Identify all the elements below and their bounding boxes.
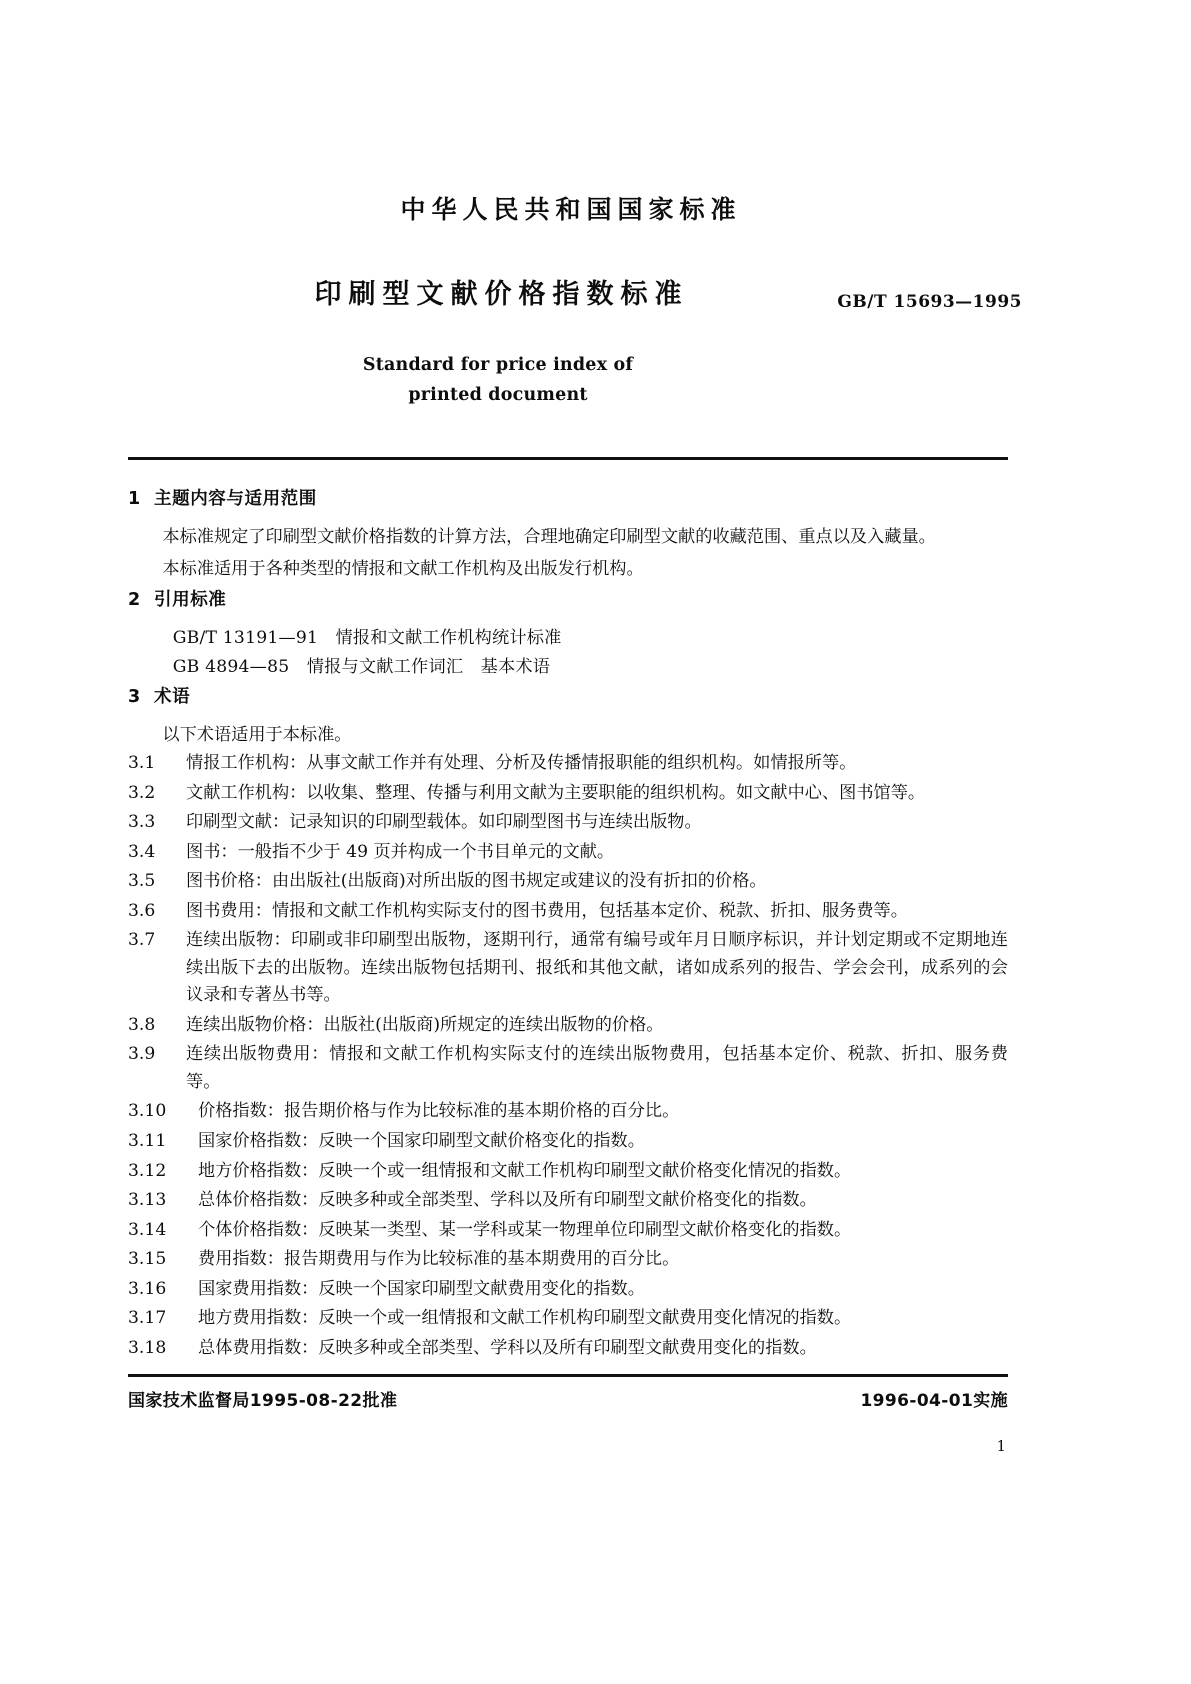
term-definition: 国家费用指数：反映一个国家印刷型文献费用变化的指数。: [198, 1278, 645, 1299]
referenced-standard-2: GB 4894—85 情报与文献工作词汇 基本术语: [172, 657, 551, 678]
title-row: [128, 272, 1022, 316]
term-entry: [128, 1305, 1008, 1333]
term-number: 3.8: [128, 1014, 156, 1035]
term-definition: 地方价格指数：反映一个或一组情报和文献工作机构印刷型文献价格变化情况的指数。: [198, 1160, 852, 1181]
term-number: 3.1: [128, 753, 156, 774]
term-definition: 情报工作机构：从事文献工作并有处理、分析及传播情报职能的组织机构。如情报所等。: [186, 753, 857, 774]
approval-statement: 国家技术监督局1995-08-22批准: [128, 1391, 398, 1412]
document-title: 印刷型文献价格指数标准: [314, 278, 689, 310]
term-definition: 图书：一般指不少于 49 页并构成一个书目单元的文献。: [186, 841, 615, 862]
masthead: [128, 0, 1022, 411]
section-heading-3: [128, 684, 1008, 711]
term-number: 3.2: [128, 782, 156, 803]
document-body: [128, 486, 1008, 1362]
term-entry: [128, 1098, 1008, 1126]
term-entry: [128, 780, 1008, 808]
term-number: 3.6: [128, 900, 156, 921]
section-number-3: 3: [128, 686, 141, 707]
term-definition: 图书价格：由出版社(出版商)对所出版的图书规定或建议的没有折扣的价格。: [186, 871, 767, 892]
term-definition: 费用指数：报告期费用与作为比较标准的基本期费用的百分比。: [198, 1249, 680, 1270]
term-entry: [128, 1276, 1008, 1304]
term-definition: 图书费用：情报和文献工作机构实际支付的图书费用，包括基本定价、税款、折扣、服务费等。: [186, 900, 908, 921]
term-number: 3.15: [128, 1249, 167, 1270]
term-entry: [128, 1128, 1008, 1156]
term-entry: [128, 1158, 1008, 1186]
section-number-2: 2: [128, 589, 141, 610]
english-title-line-2: printed document: [408, 385, 588, 406]
term-definition: 个体价格指数：反映某一类型、某一学科或某一物理单位印刷型文献价格变化的指数。: [198, 1219, 852, 1240]
section-number-1: 1: [128, 488, 141, 509]
term-number: 3.11: [128, 1131, 167, 1151]
english-title-line-1: Standard for price index of: [362, 354, 634, 375]
term-entry: [128, 839, 1008, 867]
term-number: 3.4: [128, 841, 156, 862]
term-number: 3.12: [128, 1160, 167, 1181]
page-number: 1: [996, 1437, 1006, 1456]
term-number: 3.3: [128, 812, 156, 833]
term-definition: 国家价格指数：反映一个国家印刷型文献价格变化的指数。: [198, 1131, 645, 1151]
term-number: 3.13: [128, 1190, 167, 1211]
implementation-statement: 1996-04-01实施: [860, 1391, 1008, 1412]
term-definition: 连续出版物价格：出版社(出版商)所规定的连续出版物的价格。: [186, 1014, 664, 1035]
header-divider: [128, 457, 1008, 460]
term-definition: 印刷型文献：记录知识的印刷型载体。如印刷型图书与连续出版物。: [186, 812, 702, 833]
term-entry: [128, 1187, 1008, 1215]
term-definition: 总体费用指数：反映多种或全部类型、学科以及所有印刷型文献费用变化的指数。: [198, 1337, 817, 1358]
term-definition: 连续出版物费用：情报和文献工作机构实际支付的连续出版物费用，包括基本定价、税款、折扣、服务费等。: [186, 1044, 1008, 1092]
term-entry: [128, 1012, 1008, 1040]
term-definition: 地方费用指数：反映一个或一组情报和文献工作机构印刷型文献费用变化情况的指数。: [198, 1308, 852, 1329]
term-number: 3.5: [128, 871, 156, 892]
section-1-paragraph-1: 本标准规定了印刷型文献价格指数的计算方法，合理地确定印刷型文献的收藏范围、重点以及入藏量。: [162, 527, 936, 548]
term-entry: [128, 1335, 1008, 1363]
term-definition: 文献工作机构：以收集、整理、传播与利用文献为主要职能的组织机构。如文献中心、图书馆等。: [186, 782, 926, 803]
term-number: 3.16: [128, 1278, 167, 1299]
english-title: [58, 350, 938, 411]
section-heading-2: [128, 587, 1008, 614]
term-number: 3.9: [128, 1044, 156, 1065]
section-3-intro: 以下术语适用于本标准。: [162, 725, 352, 746]
term-number: 3.10: [128, 1101, 167, 1122]
section-title-1: 主题内容与适用范围: [154, 488, 317, 509]
term-definition: 价格指数：报告期价格与作为比较标准的基本期价格的百分比。: [198, 1101, 680, 1122]
section-1-paragraph-2: 本标准适用于各种类型的情报和文献工作机构及出版发行机构。: [162, 558, 644, 579]
term-entry: [128, 927, 1008, 1010]
term-entry: [128, 1041, 1008, 1096]
term-number: 3.17: [128, 1308, 167, 1329]
referenced-standard-1: GB/T 13191—91 情报和文献工作机构统计标准: [172, 628, 562, 649]
section-title-2: 引用标准: [154, 589, 227, 610]
section-heading-1: [128, 486, 1008, 513]
footer-divider: [128, 1374, 1008, 1377]
page-footer: [128, 1386, 1008, 1411]
terms-list: [128, 750, 1008, 1362]
section-title-3: 术语: [154, 686, 191, 707]
term-definition: 总体价格指数：反映多种或全部类型、学科以及所有印刷型文献价格变化的指数。: [198, 1190, 817, 1211]
standard-number: GB/T 15693—1995: [837, 291, 1022, 312]
national-standard-title: 中华人民共和国国家标准: [400, 195, 742, 224]
term-entry: [128, 868, 1008, 896]
term-entry: [128, 898, 1008, 926]
term-definition: 连续出版物：印刷或非印刷型出版物，逐期刊行，通常有编号或年月日顺序标识，并计划定期或不定期地连续出版下去的出版物。连续出版物包括期刊、报纸和其他文献，诸如成系列的报告、学会会刊，成系列的会议录和专著丛书等。: [186, 930, 1008, 1006]
term-entry: [128, 1246, 1008, 1274]
term-number: 3.18: [128, 1337, 167, 1358]
term-number: 3.7: [128, 930, 156, 951]
page-content: [128, 0, 1022, 1456]
term-entry: [128, 1217, 1008, 1245]
term-entry: [128, 809, 1008, 837]
term-number: 3.14: [128, 1219, 167, 1240]
term-entry: [128, 750, 1008, 778]
